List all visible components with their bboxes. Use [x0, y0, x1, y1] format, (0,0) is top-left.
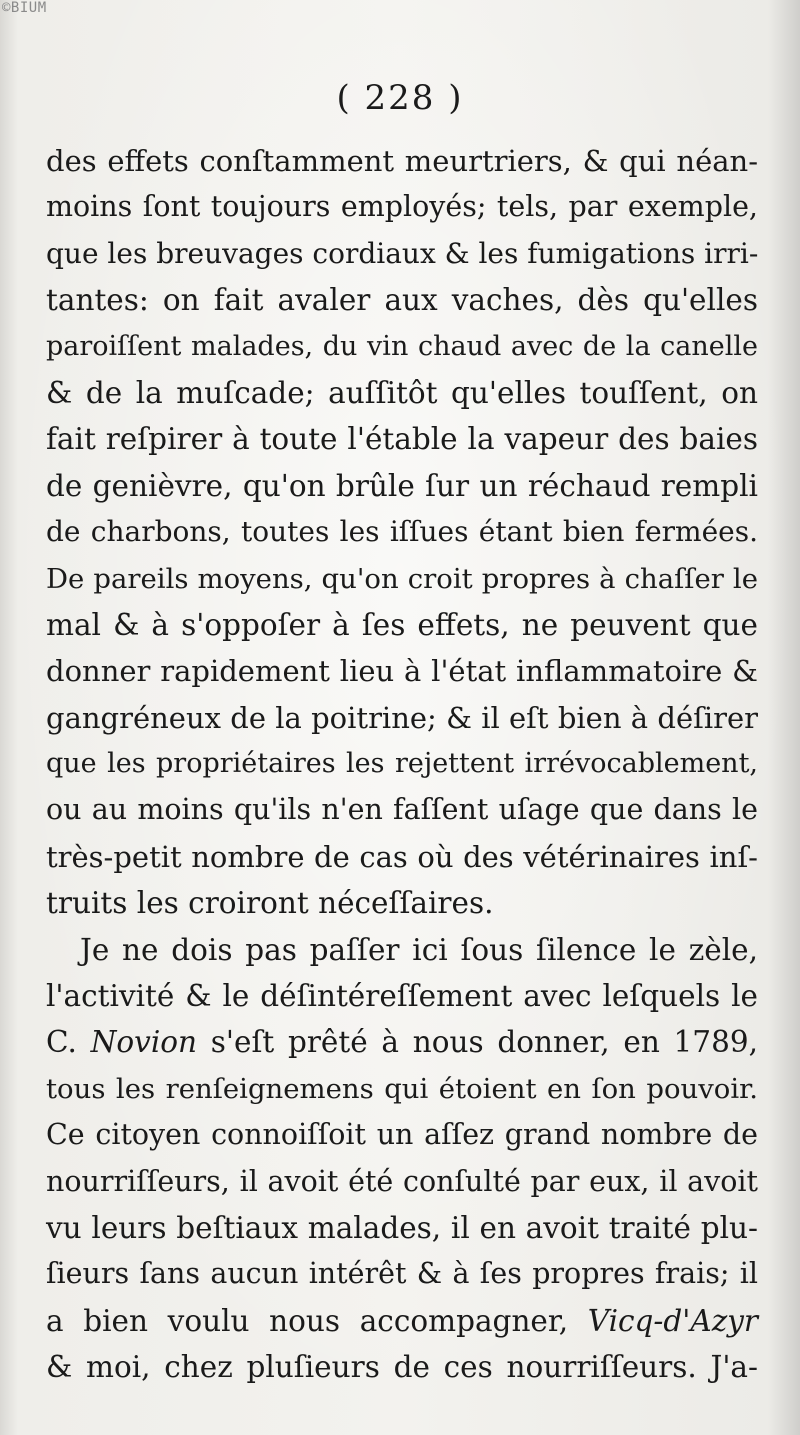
text-line	[46, 1019, 758, 1065]
text-line: tantes: on fait avaler aux vaches, dès qu'elles	[46, 283, 758, 318]
text-line: De pareils moyens, qu'on croit propres à chaſſer le	[46, 562, 758, 595]
text-fragment: C.	[46, 1025, 91, 1060]
text-line: vu leurs beſtiaux malades, il en avoit traité plu-	[46, 1210, 758, 1245]
text-line: nourriſſeurs, il avoit été conſulté par eux, il avoit	[46, 1164, 758, 1198]
text-line: moins ſont toujours employés; tels, par exemple,	[46, 190, 758, 224]
page-body-text	[46, 138, 758, 1391]
text-line: tous les renſeignemens qui étoient en ſon pouvoir.	[46, 1072, 758, 1105]
text-line: l'activité & le déſintéreſſement avec leſquels le	[46, 979, 758, 1014]
text-line: de charbons, toutes les iſſues étant bien fermées.	[46, 515, 758, 549]
person-name-novion: Novion	[90, 1025, 198, 1060]
library-watermark: ©BIUM	[2, 0, 47, 16]
text-line	[46, 1298, 758, 1344]
text-fragment: s'eſt prêté à nous donner, en 1789,	[197, 1025, 758, 1060]
text-line: que les propriétaires les rejettent irrévocablement,	[46, 748, 758, 780]
text-line: fait reſpirer à toute l'étable la vapeur des baies	[46, 422, 758, 457]
text-line: mal & à s'oppoſer à ſes effets, ne peuvent que	[46, 607, 758, 642]
person-name-vicq-dazyr: Vicq-d'Azyr	[587, 1303, 758, 1338]
text-line: ou au moins qu'ils n'en faſſent uſage que dans le	[46, 793, 758, 827]
text-fragment: a bien voulu nous accompagner,	[46, 1303, 588, 1338]
text-line: & de la muſcade; auſſitôt qu'elles touſſent, on	[46, 375, 758, 410]
text-line: Je ne dois pas paſſer ici ſous ſilence le zèle,	[80, 932, 758, 967]
text-line: gangréneux de la poitrine; & il eſt bien à déſirer	[46, 700, 758, 735]
text-line: & moi, chez pluſieurs de ces nourriſſeurs. J'a-	[46, 1350, 758, 1385]
paragraph-1	[46, 138, 758, 927]
paragraph-2	[46, 927, 758, 1391]
text-line: donner rapidement lieu à l'état inflammatoire &	[46, 654, 758, 689]
text-line: de genièvre, qu'on brûle ſur un réchaud rempli	[46, 468, 758, 503]
page-number: ( 228 )	[336, 78, 464, 118]
text-line: des effets conſtamment meurtriers, & qui néan-	[46, 144, 758, 178]
text-line: ſieurs ſans aucun intérêt & à ſes propres frais; il	[46, 1257, 758, 1291]
text-line: truits les croiront néceſſaires.	[46, 886, 494, 921]
text-line: très-petit nombre de cas où des vétérinaires inſ-	[46, 839, 758, 874]
text-line: Ce citoyen connoiſſoit un aſſez grand nombre de	[46, 1118, 758, 1152]
text-line: que les breuvages cordiaux & les fumigations irri-	[46, 236, 759, 270]
text-line: paroiſſent malades, du vin chaud avec de la canelle	[46, 330, 758, 362]
